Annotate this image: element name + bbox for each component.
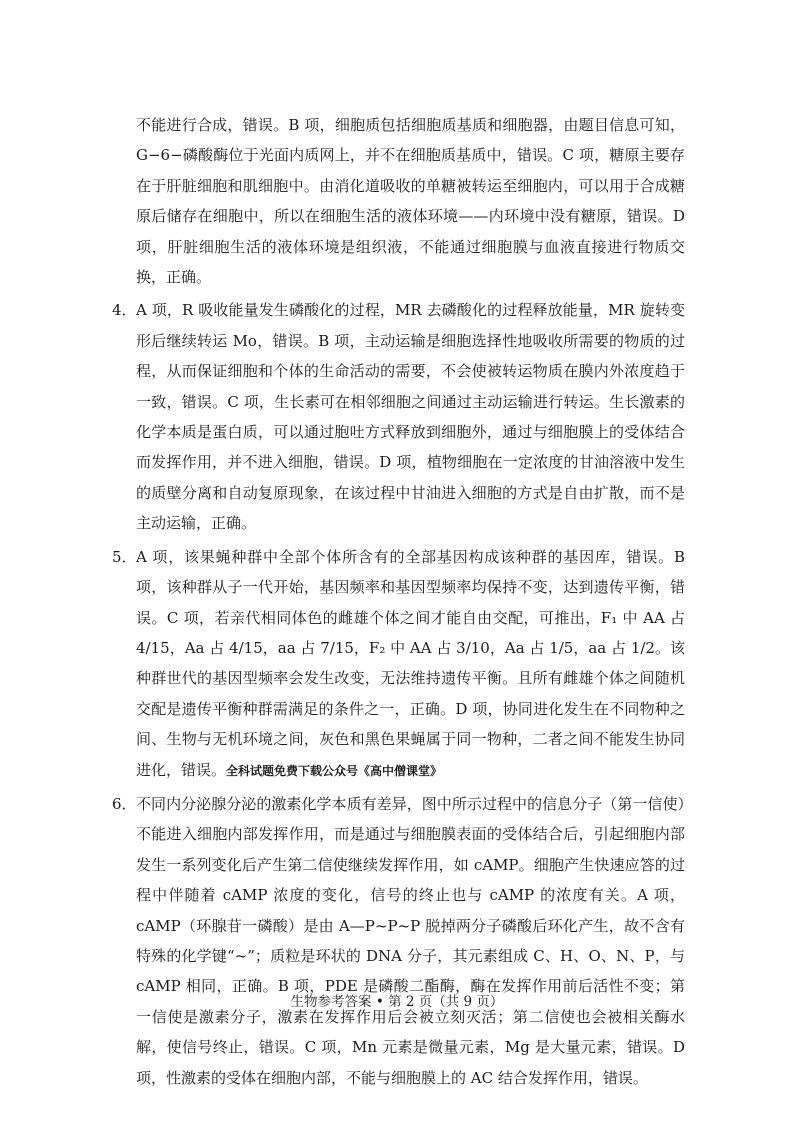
answer-text-main: A 项，该果蝇种群中全部个体所含有的全部基因构成该种群的基因库，错误。B 项，该种群从子一代开始，基因频率和基因型频率均保持不变，达到遗传平衡，错误。C 项，若亲代相同体色的雌雄个体之间才能自由交配，可推出，F₁ 中 AA 占 4/15，Aa 占 4/15，aa 占 7/15，F₂ 中 AA 占 3/10，Aa 占 1/5，aa 占 1/2。该种群世代的基因型频率会发生改变，无法维持遗传平衡。且所有雌雄个体之间随机交配是遗传平衡种群需满足的条件之一，正确。D 项，协同进化发生在不同物种之间、生物与无机环境之间，灰色和黑色果蝇属于同一物种，二者之间不能发生协同进化，错误。	[136, 547, 685, 779]
answer-text: 不能进行合成，错误。B 项，细胞质包括细胞质基质和细胞器，由题目信息可知，G−6−磷酸酶位于光面内质网上，并不在细胞质基质中，错误。C 项，糖原主要存在于肝脏细胞和肌细胞中。由消化道吸收的单糖被转运至细胞内，可以用于合成糖原后储存在细胞中，所以在细胞生活的液体环境——内环境中没有糖原，错误。D 项，肝脏细胞生活的液体环境是组织液，不能通过细胞膜与血液直接进行物质交换，正确。	[136, 116, 685, 287]
answer-item-5	[112, 542, 685, 786]
answer-text: 不同内分泌腺分泌的激素化学本质有差异，图中所示过程中的信息分子（第一信使）不能进入细胞内部发挥作用，而是通过与细胞膜表面的受体结合后，引起细胞内部发生一系列变化后产生第二信使继续发挥作用，如 cAMP。细胞产生快速应答的过程中伴随着 cAMP 浓度的变化，信号的终止也与 cAMP 的浓度有关。A 项，cAMP（环腺苷一磷酸）是由 A—P~P~P 脱掉两分子磷酸后环化产生，故不含有特殊的化学键“~”；质粒是环状的 DNA 分子，其元素组成 C、H、O、N、P，与 cAMP 相同，正确。B 项，PDE 是磷酸二酯酶，酶在发挥作用前后活性不变；第一信使是激素分子，激素在发挥作用后会被立刻灭活；第二信使也会被相关酶水解，使信号终止，错误。C 项，Mn 元素是微量元素，Mg 是大量元素，错误。D 项，性激素的受体在细胞内部，不能与细胞膜上的 AC 结合发挥作用，错误。	[136, 794, 685, 1087]
answer-item-6	[112, 789, 685, 1093]
answer-item-3-continued	[112, 110, 685, 292]
item-number: 5．	[112, 547, 137, 566]
download-notice: 全科试题免费下载公众号《高中僧课堂》	[226, 763, 443, 778]
item-number: 4．	[112, 301, 137, 320]
item-number: 6．	[112, 794, 137, 813]
page-footer: 生物参考答案 • 第 2 页（共 9 页）	[290, 994, 504, 1010]
answer-text: A 项，R 吸收能量发生磷酸化的过程，MR 去磷酸化的过程释放能量，MR 旋转变形后继续转运 Mo，错误。B 项，主动运输是细胞选择性地吸收所需要的物质的过程，从而保证细胞和个体的生命活动的需要，不会使被转运物质在膜内外浓度趋于一致，错误。C 项，生长素可在相邻细胞之间通过主动运输进行转运。生长激素的化学本质是蛋白质，可以通过胞吐方式释放到细胞外，通过与细胞膜上的受体结合而发挥作用，并不进入细胞，错误。D 项，植物细胞在一定浓度的甘油溶液中发生的质壁分离和自动复原现象，在该过程中甘油进入细胞的方式是自由扩散，而不是主动运输，正确。	[136, 301, 685, 533]
answer-text	[136, 542, 685, 786]
answer-item-4	[112, 295, 685, 538]
answer-content	[112, 110, 685, 1093]
